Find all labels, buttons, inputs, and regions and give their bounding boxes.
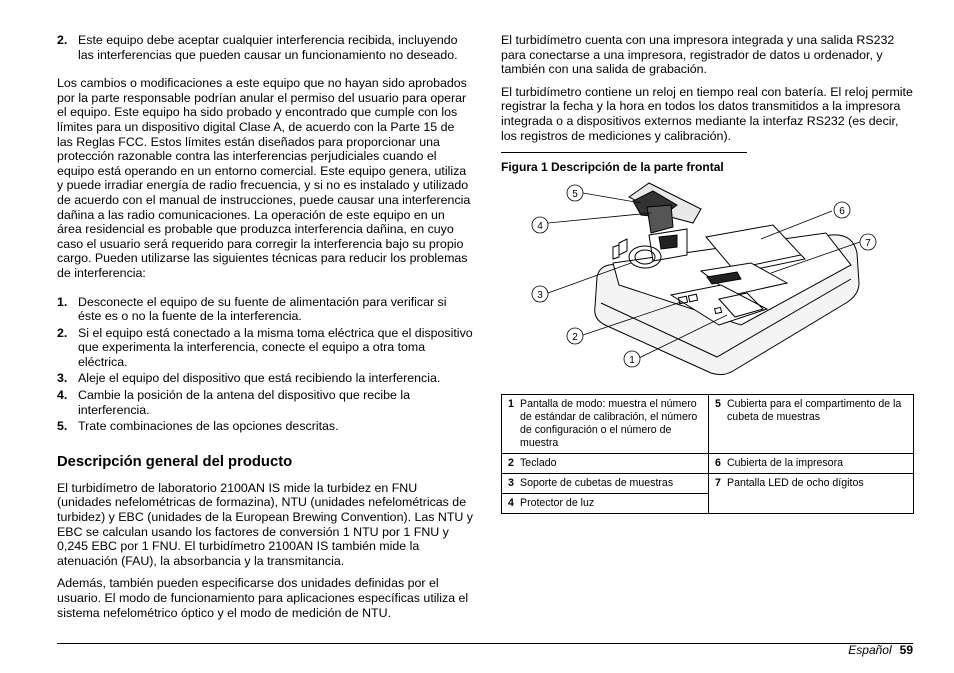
list-number: 1. [57,294,68,309]
legend-cell [709,395,914,454]
right-column [501,33,913,175]
callout-label: 2 [572,332,578,343]
legend-text: Pantalla LED de ocho dígitos [727,477,864,489]
list-number: 2. [57,33,68,47]
list-number: 5. [57,419,68,434]
list-number: 3. [57,371,68,386]
legend-cell [502,395,709,454]
legend-text: Teclado [520,457,557,469]
list-text: Trate combinaciones de las opciones descritas. [78,419,339,434]
legend-cell [502,494,709,514]
callout-label: 1 [629,355,635,366]
product-paragraph: El turbidímetro de laboratorio 2100AN IS mide la turbidez en FNU (unidades nefelométricas de formazina), NTU (unidades nefelométricas de turbidez) y EBC (unidades de la European Brewing Convention). Las NTU y EBC se calculan usando los factores de conversión 1 NTU por 1 FNU y 0,245 EBC por 1 FNU. El turbidímetro 2100AN IS también mide la atenuación (FAU), la absorbancia y la transmitancia. [57,480,473,568]
callout-label: 6 [839,206,845,217]
page-footer [848,643,913,657]
footer-language: Español [848,643,892,657]
figure-caption: Figura 1 Descripción de la parte frontal [501,152,747,175]
legend-cell [502,454,709,474]
callout-label: 7 [865,238,871,249]
legend-text: Protector de luz [520,497,595,509]
legend-text: Cubierta de la impresora [727,457,843,469]
list-text: Este equipo debe aceptar cualquier interferencia recibida, incluyendo las interferencias que pueden causar un funcionamiento no deseado. [78,33,458,62]
legend-text: Pantalla de modo: muestra el número de estándar de calibración, el número de configuración o el número de muestra [520,398,698,449]
list-item [57,295,473,324]
page-number: 59 [899,643,913,657]
legend-number: 4 [508,497,514,509]
list-item [57,371,473,386]
legend-text: Soporte de cubetas de muestras [520,477,674,489]
list-item [57,388,473,417]
table-row [502,454,914,474]
footer-rule [57,643,913,644]
table-row [502,474,914,494]
list-text: Aleje el equipo del dispositivo que está recibiendo la interferencia. [78,371,441,386]
list-number: 4. [57,388,68,403]
fcc-paragraph: Los cambios o modificaciones a este equipo que no hayan sido aprobados por la parte responsable podrían anular el permiso del usuario para operar el equipo. Este equipo ha sido probado y encontrado que cumple con los límites para un dispositivo digital Clase A, de acuerdo con la Parte 15 de las Reglas FCC. Estos límites están diseñados para proporcionar una protección razonable contra las interferencias perjudiciales cuando el equipo está operando en un entorno comercial. Este equipo genera, utiliza y puede irradiar energía de radio frecuencia, y si no es instalado y utilizado de acuerdo con el manual de instrucciones, puede causar una interferencia dañina a las radio comunicaciones. La operación de este equipo en un área residencial es probable que produzca interferencia dañina, en cuyo caso el usuario será requerido para corregir la interferencia bajo su propio cargo. Pueden utilizarse las siguientes técnicas para reducir los problemas de interferencia: [57,76,471,280]
legend-number: 7 [715,477,721,489]
legend-cell [709,454,914,474]
legend-cell [709,474,914,514]
callout-label: 3 [537,290,543,301]
list-text: Cambie la posición de la antena del dispositivo que recibe la interferencia. [78,388,411,417]
left-column [57,33,473,628]
legend-cell [502,474,709,494]
table-row [502,395,914,454]
list-number: 2. [57,325,68,340]
section-heading: Descripción general del producto [57,453,293,470]
list-text: Desconecte el equipo de su fuente de alimentación para verificar si éste es o no la fuente de la interferencia. [78,294,447,324]
list-item [57,419,473,434]
product-paragraph-2: Además, también pueden especificarse dos unidades definidas por el usuario. El modo de funcionamiento para aplicaciones específicas utiliza el sistema nefelométrico óptico y el modo de medición de NTU. [57,576,469,620]
callout-label: 5 [572,189,578,200]
printer-paragraph: El turbidímetro cuenta con una impresora integrada y una salida RS232 para conectarse a una impresora, registrador de datos u ordenador, y también con una salida de grabación. [501,33,895,77]
list-text: Si el equipo está conectado a la misma toma eléctrica que el dispositivo que experimenta la interferencia, conecte el equipo a otra toma eléctrica. [78,325,473,369]
clock-paragraph: El turbidímetro contiene un reloj en tiempo real con batería. El reloj permite registrar la fecha y la hora en todos los datos transmitidos a la impresora integrada o a dispositivos externos mediante la interfaz RS232 (es decir, los registros de mediciones y calibración). [501,84,913,143]
legend-number: 1 [508,398,514,410]
legend-number: 6 [715,457,721,469]
instrument-figure [501,175,913,387]
legend-number: 2 [508,457,514,469]
callout-label: 4 [537,221,543,232]
figure-legend-table [501,394,914,514]
legend-number: 3 [508,477,514,489]
legend-text: Cubierta para el compartimento de la cubeta de muestras [727,398,902,423]
list-item [57,326,473,370]
legend-number: 5 [715,398,721,410]
list-item [57,33,473,62]
instrument-body [595,183,859,375]
interference-steps [57,295,473,434]
